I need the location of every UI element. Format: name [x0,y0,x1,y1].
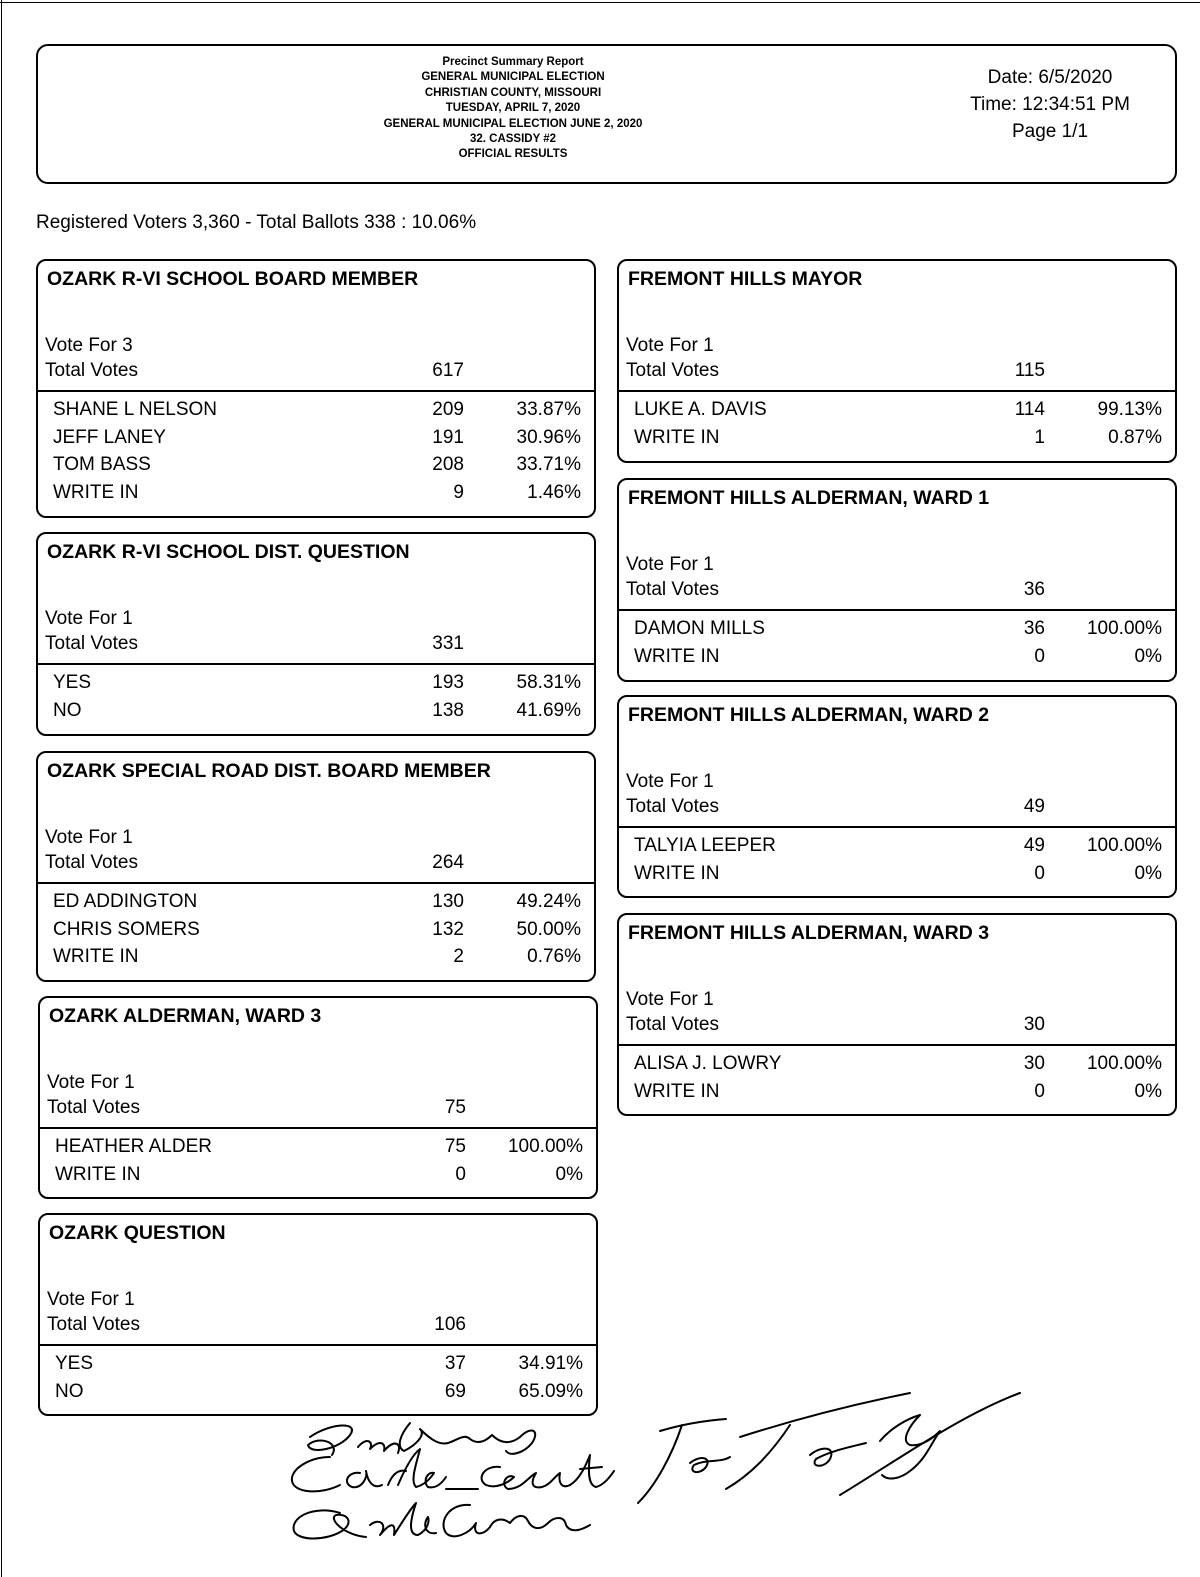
total-votes-label: Total Votes [626,796,719,817]
candidate-percent: 30.96% [516,426,581,448]
total-votes-value: 331 [432,633,464,654]
candidate-row [38,670,594,698]
candidate-row [38,917,594,945]
candidate-percent: 50.00% [516,918,581,940]
total-votes-label: Total Votes [626,1014,719,1035]
contest-title: FREMONT HILLS ALDERMAN, WARD 2 [628,704,990,726]
candidate-votes: 0 [1034,1080,1045,1102]
candidate-name: TOM BASS [53,454,151,476]
total-votes-value: 115 [1014,360,1045,381]
candidate-row [619,1079,1175,1107]
candidate-name: ALISA J. LOWRY [634,1053,782,1074]
contest-fremont-hills-alderman-ward-3 [617,913,1177,1116]
candidate-percent: 100.00% [1086,835,1162,856]
candidate-name: NO [55,1380,84,1402]
candidate-percent: 100.00% [1086,618,1162,639]
candidate-name: WRITE IN [634,862,720,884]
candidate-row [619,1051,1175,1079]
candidate-row [38,425,594,453]
candidate-row [619,644,1175,672]
vote-for-label: Vote For 1 [626,771,714,792]
candidate-votes: 30 [1023,1053,1045,1074]
contest-title: OZARK R-VI SCHOOL DIST. QUESTION [47,541,410,563]
header-line-election-date: GENERAL MUNICIPAL ELECTION JUNE 2, 2020 [383,117,643,130]
top-rule [0,2,1200,3]
candidate-votes: 209 [432,399,464,420]
total-votes-label: Total Votes [47,1314,140,1335]
header-line-county: CHRISTIAN COUNTY, MISSOURI [424,86,602,99]
candidate-percent: 0.87% [1108,426,1162,448]
header-line-report: Precinct Summary Report [442,56,584,68]
candidate-list [38,670,594,725]
report-date: Date: 6/5/2020 [987,67,1113,88]
candidate-percent: 49.24% [516,891,581,912]
candidate-votes: 193 [432,672,464,693]
contest-fremont-hills-alderman-ward-1 [617,478,1177,682]
candidate-row [38,397,594,425]
header-line-election: GENERAL MUNICIPAL ELECTION [421,71,605,84]
vote-for-label: Vote For 1 [626,989,714,1010]
candidate-row [619,833,1175,861]
candidate-percent: 65.09% [518,1380,583,1402]
contest-divider [38,882,594,884]
candidate-votes: 36 [1023,618,1045,639]
candidate-list [619,1051,1175,1106]
candidate-percent: 99.13% [1097,399,1162,420]
candidate-name: JEFF LANEY [53,426,166,448]
report-time: Time: 12:34:51 PM [970,94,1130,115]
vote-for-label: Vote For 3 [45,335,133,356]
candidate-percent: 33.87% [516,399,581,420]
vote-for-label: Vote For 1 [47,1289,135,1310]
left-rule [1,0,2,1577]
candidate-votes: 75 [444,1136,466,1157]
candidate-votes: 2 [453,946,464,968]
vote-for-label: Vote For 1 [45,608,133,629]
candidate-row [619,397,1175,425]
total-votes-value: 36 [1023,579,1045,600]
total-votes-label: Total Votes [626,360,719,381]
contest-divider [619,826,1175,828]
candidate-list [619,833,1175,888]
contest-fremont-hills-alderman-ward-2 [617,695,1177,898]
contest-divider [619,390,1175,392]
candidate-percent: 0.76% [527,946,581,968]
total-votes-label: Total Votes [47,1097,140,1118]
candidate-name: WRITE IN [634,645,720,667]
candidate-row [619,616,1175,644]
vote-for-label: Vote For 1 [626,554,714,575]
candidate-votes: 191 [432,426,464,448]
contest-title: OZARK QUESTION [49,1222,226,1244]
candidate-percent: 0% [555,1163,583,1185]
candidate-name: WRITE IN [53,482,139,504]
vote-for-label: Vote For 1 [626,335,714,356]
candidate-votes: 9 [453,482,464,504]
contest-ozark-r-vi-school-dist-question [36,532,596,736]
candidate-row [38,944,594,972]
candidate-votes: 0 [1034,645,1045,667]
contest-ozark-special-road-dist-board-member [36,751,596,982]
vote-for-label: Vote For 1 [47,1072,135,1093]
candidate-row [40,1134,596,1162]
candidate-name: SHANE L NELSON [53,399,218,420]
contest-title: FREMONT HILLS ALDERMAN, WARD 1 [628,487,990,509]
total-votes-label: Total Votes [626,579,719,600]
contest-divider [40,1127,596,1129]
candidate-row [38,698,594,726]
contest-divider [619,1044,1175,1046]
candidate-votes: 0 [1034,862,1045,884]
contest-fremont-hills-mayor [617,259,1177,463]
candidate-votes: 1 [1034,426,1045,448]
candidate-row [38,480,594,508]
total-votes-label: Total Votes [45,633,138,654]
candidate-votes: 208 [432,454,464,476]
candidate-percent: 34.91% [518,1353,583,1374]
candidate-votes: 37 [444,1353,466,1374]
candidate-percent: 0% [1134,645,1162,667]
candidate-percent: 0% [1134,862,1162,884]
candidate-votes: 138 [432,699,464,721]
candidate-percent: 58.31% [516,672,581,693]
contest-divider [619,609,1175,611]
candidate-name: CHRIS SOMERS [53,918,200,940]
candidate-name: WRITE IN [634,1080,720,1102]
contest-divider [40,1344,596,1346]
contest-title: FREMONT HILLS ALDERMAN, WARD 3 [628,922,990,944]
total-votes-value: 264 [432,852,464,873]
candidate-row [38,889,594,917]
header-title-block [38,55,988,163]
report-page: Page 1/1 [1011,121,1089,142]
candidate-name: WRITE IN [634,426,720,448]
candidate-name: YES [53,672,92,693]
turnout-summary: Registered Voters 3,360 - Total Ballots 338 : 10.06% [36,212,477,233]
candidate-votes: 0 [455,1163,466,1185]
candidate-list [38,397,594,508]
header-line-date: TUESDAY, APRIL 7, 2020 [445,102,581,115]
candidate-row [619,425,1175,453]
header-line-precinct: 32. CASSIDY #2 [469,133,557,146]
candidate-votes: 130 [432,891,464,912]
candidate-name: LUKE A. DAVIS [634,399,767,420]
contest-divider [38,663,594,665]
contest-title: OZARK SPECIAL ROAD DIST. BOARD MEMBER [47,760,491,782]
contest-title: FREMONT HILLS MAYOR [628,268,863,290]
total-votes-value: 75 [444,1097,466,1118]
candidate-name: ED ADDINGTON [53,891,198,912]
contest-divider [38,390,594,392]
candidate-percent: 100.00% [507,1136,583,1157]
total-votes-value: 30 [1023,1014,1045,1035]
total-votes-value: 106 [434,1314,466,1335]
candidate-votes: 132 [432,918,464,940]
candidate-votes: 114 [1014,399,1045,420]
candidate-name: YES [55,1353,94,1374]
candidate-list [619,397,1175,452]
contest-ozark-alderman-ward-3 [38,996,598,1199]
contest-title: OZARK ALDERMAN, WARD 3 [49,1005,322,1027]
signatures-image [270,1385,1030,1575]
contest-title: OZARK R-VI SCHOOL BOARD MEMBER [47,268,419,290]
candidate-name: NO [53,699,82,721]
candidate-name: WRITE IN [53,946,139,968]
candidate-percent: 33.71% [516,454,581,476]
report-header [36,44,1177,184]
candidate-name: WRITE IN [55,1163,141,1185]
candidate-percent: 1.46% [527,482,581,504]
candidate-list [40,1134,596,1189]
total-votes-label: Total Votes [45,852,138,873]
candidate-row [619,861,1175,889]
candidate-row [40,1162,596,1190]
candidate-name: TALYIA LEEPER [634,835,776,856]
candidate-percent: 41.69% [516,699,581,721]
total-votes-value: 49 [1023,796,1045,817]
total-votes-label: Total Votes [45,360,138,381]
candidate-percent: 0% [1134,1080,1162,1102]
candidate-row [38,452,594,480]
vote-for-label: Vote For 1 [45,827,133,848]
candidate-votes: 69 [444,1380,466,1402]
total-votes-value: 617 [432,360,464,381]
candidate-name: HEATHER ALDER [55,1136,212,1157]
candidate-name: DAMON MILLS [634,618,765,639]
header-meta [935,64,1165,145]
header-line-status: OFFICIAL RESULTS [458,148,568,161]
candidate-percent: 100.00% [1086,1053,1162,1074]
candidate-votes: 49 [1023,835,1045,856]
candidate-list [619,616,1175,671]
candidate-row [40,1351,596,1379]
contest-ozark-r-vi-school-board-member [36,259,596,518]
candidate-list [38,889,594,972]
